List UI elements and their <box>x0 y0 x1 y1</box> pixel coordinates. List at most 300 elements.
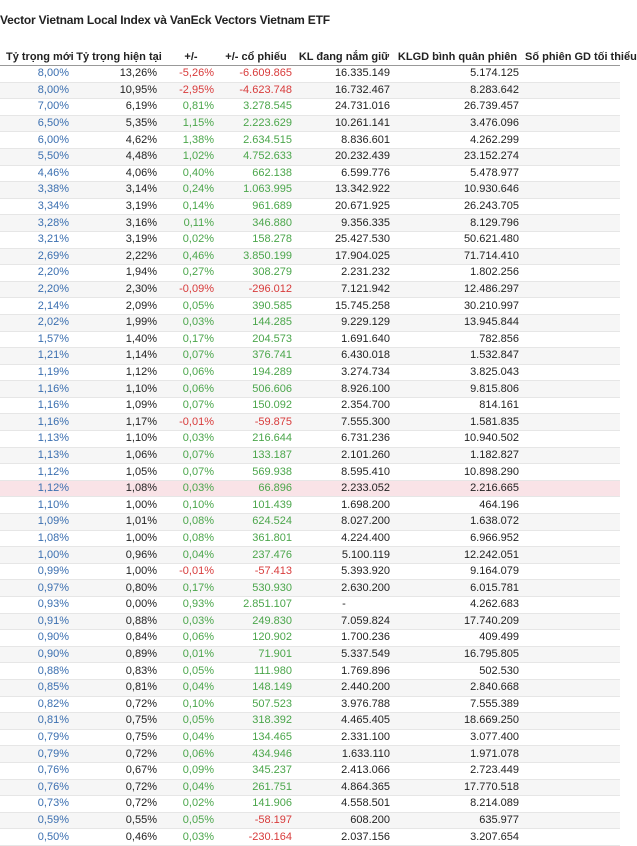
holding-volume-cell: 6.430.018 <box>295 348 393 365</box>
table-row <box>0 364 620 381</box>
weight-change-cell: 0,93% <box>165 597 217 614</box>
new-weight-cell: 8,00% <box>0 82 73 99</box>
holding-volume-cell: 2.037.156 <box>295 829 393 846</box>
avg-volume-cell: 23.152.274 <box>393 148 522 165</box>
weight-change-cell: 0,05% <box>165 663 217 680</box>
current-weight-cell: 4,48% <box>73 148 165 165</box>
col-header-holding-volume: KL đang nắm giữ <box>295 48 393 66</box>
min-sessions-cell <box>522 779 620 796</box>
min-sessions-cell <box>522 563 620 580</box>
new-weight-cell: 3,38% <box>0 182 73 199</box>
weight-change-cell: -5,26% <box>165 66 217 83</box>
min-sessions-cell <box>522 729 620 746</box>
new-weight-cell: 3,21% <box>0 231 73 248</box>
table-row <box>0 530 620 547</box>
avg-volume-cell: 1.638.072 <box>393 514 522 531</box>
share-change-cell: 144.285 <box>217 314 295 331</box>
new-weight-cell: 1,10% <box>0 497 73 514</box>
weight-change-cell: -0,09% <box>165 281 217 298</box>
weight-change-cell: -0,01% <box>165 414 217 431</box>
share-change-cell: 2.223.629 <box>217 115 295 132</box>
new-weight-cell: 0,79% <box>0 729 73 746</box>
table-row <box>0 314 620 331</box>
min-sessions-cell <box>522 480 620 497</box>
current-weight-cell: 4,62% <box>73 132 165 149</box>
share-change-cell: 507.523 <box>217 696 295 713</box>
holding-volume-cell: 6.731.236 <box>295 431 393 448</box>
current-weight-cell: 3,19% <box>73 231 165 248</box>
new-weight-cell: 8,00% <box>0 66 73 83</box>
table-title: Vector Vietnam Local Index và VanEck Vectors Vietnam ETF <box>0 13 330 27</box>
table-row <box>0 281 620 298</box>
avg-volume-cell: 464.196 <box>393 497 522 514</box>
share-change-cell: 506.606 <box>217 381 295 398</box>
holding-volume-cell: 13.342.922 <box>295 182 393 199</box>
new-weight-cell: 7,00% <box>0 99 73 116</box>
weight-change-cell: 0,02% <box>165 796 217 813</box>
share-change-cell: 261.751 <box>217 779 295 796</box>
col-header-avg-volume: KLGD bình quân phiên <box>393 48 522 66</box>
min-sessions-cell <box>522 381 620 398</box>
current-weight-cell: 0,72% <box>73 696 165 713</box>
weight-change-cell: 0,10% <box>165 696 217 713</box>
min-sessions-cell <box>522 447 620 464</box>
current-weight-cell: 1,17% <box>73 414 165 431</box>
min-sessions-cell <box>522 431 620 448</box>
min-sessions-cell <box>522 265 620 282</box>
share-change-cell: 133.187 <box>217 447 295 464</box>
avg-volume-cell: 5.174.125 <box>393 66 522 83</box>
new-weight-cell: 1,19% <box>0 364 73 381</box>
holding-volume-cell: 8.027.200 <box>295 514 393 531</box>
min-sessions-cell <box>522 646 620 663</box>
current-weight-cell: 2,09% <box>73 298 165 315</box>
weight-change-cell: 1,15% <box>165 115 217 132</box>
new-weight-cell: 0,90% <box>0 646 73 663</box>
min-sessions-cell <box>522 99 620 116</box>
weight-change-cell: 0,40% <box>165 165 217 182</box>
avg-volume-cell: 1.182.827 <box>393 447 522 464</box>
share-change-cell: 134.465 <box>217 729 295 746</box>
weight-change-cell: 0,04% <box>165 779 217 796</box>
avg-volume-cell: 4.262.683 <box>393 597 522 614</box>
weight-change-cell: 0,06% <box>165 630 217 647</box>
min-sessions-cell <box>522 397 620 414</box>
min-sessions-cell <box>522 547 620 564</box>
new-weight-cell: 2,14% <box>0 298 73 315</box>
weight-change-cell: 0,03% <box>165 613 217 630</box>
holding-volume-cell: 1.691.640 <box>295 331 393 348</box>
share-change-cell: 141.906 <box>217 796 295 813</box>
avg-volume-cell: 502.530 <box>393 663 522 680</box>
holding-volume-cell: 2.413.066 <box>295 762 393 779</box>
share-change-cell: 345.237 <box>217 762 295 779</box>
holding-volume-cell: 2.354.700 <box>295 397 393 414</box>
current-weight-cell: 1,14% <box>73 348 165 365</box>
new-weight-cell: 1,16% <box>0 397 73 414</box>
min-sessions-cell <box>522 464 620 481</box>
holding-volume-cell: 16.335.149 <box>295 66 393 83</box>
min-sessions-cell <box>522 66 620 83</box>
avg-volume-cell: 3.077.400 <box>393 729 522 746</box>
holding-volume-cell: 20.232.439 <box>295 148 393 165</box>
share-change-cell: 1.063.995 <box>217 182 295 199</box>
current-weight-cell: 1,06% <box>73 447 165 464</box>
table-row <box>0 696 620 713</box>
share-change-cell: 569.938 <box>217 464 295 481</box>
weight-change-cell: 0,06% <box>165 364 217 381</box>
share-change-cell: 390.585 <box>217 298 295 315</box>
weight-change-cell: 0,08% <box>165 530 217 547</box>
min-sessions-cell <box>522 82 620 99</box>
current-weight-cell: 1,09% <box>73 397 165 414</box>
holding-volume-cell: 8.836.601 <box>295 132 393 149</box>
table-row <box>0 231 620 248</box>
avg-volume-cell: 8.214.089 <box>393 796 522 813</box>
table-row <box>0 215 620 232</box>
holding-volume-cell: 2.231.232 <box>295 265 393 282</box>
table-row <box>0 729 620 746</box>
weight-change-cell: 0,01% <box>165 646 217 663</box>
avg-volume-cell: 9.815.806 <box>393 381 522 398</box>
share-change-cell: -6.609.865 <box>217 66 295 83</box>
avg-volume-cell: 26.739.457 <box>393 99 522 116</box>
table-row <box>0 397 620 414</box>
new-weight-cell: 1,57% <box>0 331 73 348</box>
min-sessions-cell <box>522 597 620 614</box>
avg-volume-cell: 7.555.389 <box>393 696 522 713</box>
weight-change-cell: -0,01% <box>165 563 217 580</box>
current-weight-cell: 0,96% <box>73 547 165 564</box>
current-weight-cell: 1,01% <box>73 514 165 531</box>
holding-volume-cell: 20.671.925 <box>295 198 393 215</box>
weight-change-cell: 0,05% <box>165 812 217 829</box>
holding-volume-cell: - <box>295 597 393 614</box>
current-weight-cell: 1,99% <box>73 314 165 331</box>
share-change-cell: 662.138 <box>217 165 295 182</box>
weight-change-cell: 0,03% <box>165 480 217 497</box>
current-weight-cell: 0,84% <box>73 630 165 647</box>
weight-change-cell: 1,38% <box>165 132 217 149</box>
table-row <box>0 762 620 779</box>
avg-volume-cell: 4.262.299 <box>393 132 522 149</box>
current-weight-cell: 6,19% <box>73 99 165 116</box>
share-change-cell: 4.752.633 <box>217 148 295 165</box>
etf-weights-table <box>0 48 637 846</box>
current-weight-cell: 1,10% <box>73 381 165 398</box>
new-weight-cell: 0,76% <box>0 762 73 779</box>
min-sessions-cell <box>522 829 620 846</box>
min-sessions-cell <box>522 679 620 696</box>
weight-change-cell: 1,02% <box>165 148 217 165</box>
col-header-min-sessions: Số phiên GD tối thiểu <box>522 48 620 66</box>
min-sessions-cell <box>522 514 620 531</box>
current-weight-cell: 0,81% <box>73 679 165 696</box>
weight-change-cell: 0,07% <box>165 447 217 464</box>
share-change-cell: 434.946 <box>217 746 295 763</box>
avg-volume-cell: 814.161 <box>393 397 522 414</box>
current-weight-cell: 0,88% <box>73 613 165 630</box>
new-weight-cell: 6,00% <box>0 132 73 149</box>
weight-change-cell: 0,03% <box>165 431 217 448</box>
current-weight-cell: 1,40% <box>73 331 165 348</box>
share-change-cell: 961.689 <box>217 198 295 215</box>
avg-volume-cell: 1.532.847 <box>393 348 522 365</box>
min-sessions-cell <box>522 248 620 265</box>
table-row <box>0 182 620 199</box>
avg-volume-cell: 1.581.835 <box>393 414 522 431</box>
new-weight-cell: 1,21% <box>0 348 73 365</box>
share-change-cell: 237.476 <box>217 547 295 564</box>
avg-volume-cell: 10.898.290 <box>393 464 522 481</box>
avg-volume-cell: 17.770.518 <box>393 779 522 796</box>
weight-change-cell: 0,02% <box>165 231 217 248</box>
current-weight-cell: 1,00% <box>73 497 165 514</box>
current-weight-cell: 1,10% <box>73 431 165 448</box>
share-change-cell: 308.279 <box>217 265 295 282</box>
holding-volume-cell: 7.555.300 <box>295 414 393 431</box>
holding-volume-cell: 7.059.824 <box>295 613 393 630</box>
avg-volume-cell: 3.207.654 <box>393 829 522 846</box>
new-weight-cell: 0,97% <box>0 580 73 597</box>
table-row <box>0 829 620 846</box>
weight-change-cell: 0,09% <box>165 762 217 779</box>
table-row <box>0 746 620 763</box>
min-sessions-cell <box>522 796 620 813</box>
col-header-new-weight: Tỷ trọng mới <box>0 48 73 66</box>
table-row <box>0 115 620 132</box>
share-change-cell: 66.896 <box>217 480 295 497</box>
min-sessions-cell <box>522 348 620 365</box>
weight-change-cell: 0,03% <box>165 314 217 331</box>
new-weight-cell: 3,34% <box>0 198 73 215</box>
min-sessions-cell <box>522 281 620 298</box>
min-sessions-cell <box>522 231 620 248</box>
weight-change-cell: 0,04% <box>165 729 217 746</box>
holding-volume-cell: 4.558.501 <box>295 796 393 813</box>
share-change-cell: -57.413 <box>217 563 295 580</box>
current-weight-cell: 1,12% <box>73 364 165 381</box>
table-row <box>0 298 620 315</box>
min-sessions-cell <box>522 812 620 829</box>
new-weight-cell: 2,20% <box>0 281 73 298</box>
share-change-cell: 530.930 <box>217 580 295 597</box>
current-weight-cell: 0,75% <box>73 713 165 730</box>
new-weight-cell: 0,85% <box>0 679 73 696</box>
weight-change-cell: 0,11% <box>165 215 217 232</box>
holding-volume-cell: 2.331.100 <box>295 729 393 746</box>
min-sessions-cell <box>522 663 620 680</box>
min-sessions-cell <box>522 364 620 381</box>
holding-volume-cell: 8.595.410 <box>295 464 393 481</box>
current-weight-cell: 0,75% <box>73 729 165 746</box>
new-weight-cell: 0,93% <box>0 597 73 614</box>
new-weight-cell: 0,90% <box>0 630 73 647</box>
avg-volume-cell: 782.856 <box>393 331 522 348</box>
share-change-cell: 101.439 <box>217 497 295 514</box>
share-change-cell: 2.851.107 <box>217 597 295 614</box>
holding-volume-cell: 4.465.405 <box>295 713 393 730</box>
share-change-cell: 150.092 <box>217 397 295 414</box>
avg-volume-cell: 30.210.997 <box>393 298 522 315</box>
share-change-cell: 346.880 <box>217 215 295 232</box>
share-change-cell: 2.634.515 <box>217 132 295 149</box>
share-change-cell: 3.278.545 <box>217 99 295 116</box>
current-weight-cell: 1,08% <box>73 480 165 497</box>
min-sessions-cell <box>522 165 620 182</box>
new-weight-cell: 1,16% <box>0 414 73 431</box>
share-change-cell: 111.980 <box>217 663 295 680</box>
current-weight-cell: 1,94% <box>73 265 165 282</box>
holding-volume-cell: 2.440.200 <box>295 679 393 696</box>
avg-volume-cell: 18.669.250 <box>393 713 522 730</box>
min-sessions-cell <box>522 331 620 348</box>
holding-volume-cell: 3.976.788 <box>295 696 393 713</box>
holding-volume-cell: 1.698.200 <box>295 497 393 514</box>
share-change-cell: 120.902 <box>217 630 295 647</box>
col-header-weight-change: +/- <box>165 48 217 66</box>
holding-volume-cell: 10.261.141 <box>295 115 393 132</box>
avg-volume-cell: 8.129.796 <box>393 215 522 232</box>
holding-volume-cell: 7.121.942 <box>295 281 393 298</box>
holding-volume-cell: 2.101.260 <box>295 447 393 464</box>
current-weight-cell: 4,06% <box>73 165 165 182</box>
table-row <box>0 663 620 680</box>
current-weight-cell: 1,05% <box>73 464 165 481</box>
table-row <box>0 99 620 116</box>
col-header-share-change: +/- cổ phiếu <box>217 48 295 66</box>
new-weight-cell: 0,79% <box>0 746 73 763</box>
table-row <box>0 414 620 431</box>
new-weight-cell: 4,46% <box>0 165 73 182</box>
avg-volume-cell: 2.723.449 <box>393 762 522 779</box>
new-weight-cell: 5,50% <box>0 148 73 165</box>
min-sessions-cell <box>522 613 620 630</box>
weight-change-cell: 0,27% <box>165 265 217 282</box>
table-row <box>0 464 620 481</box>
weight-change-cell: 0,81% <box>165 99 217 116</box>
table-row <box>0 713 620 730</box>
avg-volume-cell: 5.478.977 <box>393 165 522 182</box>
avg-volume-cell: 409.499 <box>393 630 522 647</box>
table-row <box>0 480 620 497</box>
share-change-cell: 624.524 <box>217 514 295 531</box>
new-weight-cell: 3,28% <box>0 215 73 232</box>
min-sessions-cell <box>522 414 620 431</box>
new-weight-cell: 0,82% <box>0 696 73 713</box>
weight-change-cell: -2,95% <box>165 82 217 99</box>
new-weight-cell: 1,08% <box>0 530 73 547</box>
new-weight-cell: 1,13% <box>0 447 73 464</box>
holding-volume-cell: 8.926.100 <box>295 381 393 398</box>
weight-change-cell: 0,08% <box>165 514 217 531</box>
new-weight-cell: 0,91% <box>0 613 73 630</box>
share-change-cell: -296.012 <box>217 281 295 298</box>
min-sessions-cell <box>522 746 620 763</box>
share-change-cell: -4.623.748 <box>217 82 295 99</box>
table-row <box>0 779 620 796</box>
min-sessions-cell <box>522 182 620 199</box>
holding-volume-cell: 1.633.110 <box>295 746 393 763</box>
min-sessions-cell <box>522 497 620 514</box>
table-row <box>0 613 620 630</box>
holding-volume-cell: 1.700.236 <box>295 630 393 647</box>
holding-volume-cell: 5.393.920 <box>295 563 393 580</box>
new-weight-cell: 0,73% <box>0 796 73 813</box>
table-row <box>0 381 620 398</box>
avg-volume-cell: 6.966.952 <box>393 530 522 547</box>
table-row <box>0 248 620 265</box>
current-weight-cell: 0,72% <box>73 796 165 813</box>
avg-volume-cell: 1.802.256 <box>393 265 522 282</box>
avg-volume-cell: 12.242.051 <box>393 547 522 564</box>
current-weight-cell: 0,72% <box>73 779 165 796</box>
weight-change-cell: 0,14% <box>165 198 217 215</box>
weight-change-cell: 0,06% <box>165 381 217 398</box>
table-row <box>0 148 620 165</box>
share-change-cell: -58.197 <box>217 812 295 829</box>
holding-volume-cell: 4.864.365 <box>295 779 393 796</box>
min-sessions-cell <box>522 762 620 779</box>
table-row <box>0 630 620 647</box>
new-weight-cell: 0,81% <box>0 713 73 730</box>
table-row <box>0 547 620 564</box>
avg-volume-cell: 9.164.079 <box>393 563 522 580</box>
table-row <box>0 198 620 215</box>
col-header-current-weight: Tỷ trọng hiện tại <box>73 48 165 66</box>
table-row <box>0 132 620 149</box>
min-sessions-cell <box>522 530 620 547</box>
current-weight-cell: 0,00% <box>73 597 165 614</box>
holding-volume-cell: 16.732.467 <box>295 82 393 99</box>
new-weight-cell: 2,20% <box>0 265 73 282</box>
weight-change-cell: 0,06% <box>165 746 217 763</box>
avg-volume-cell: 1.971.078 <box>393 746 522 763</box>
new-weight-cell: 1,12% <box>0 464 73 481</box>
holding-volume-cell: 2.233.052 <box>295 480 393 497</box>
new-weight-cell: 2,69% <box>0 248 73 265</box>
avg-volume-cell: 6.015.781 <box>393 580 522 597</box>
weight-change-cell: 0,17% <box>165 580 217 597</box>
weight-change-cell: 0,17% <box>165 331 217 348</box>
current-weight-cell: 2,22% <box>73 248 165 265</box>
share-change-cell: 3.850.199 <box>217 248 295 265</box>
current-weight-cell: 0,55% <box>73 812 165 829</box>
current-weight-cell: 1,00% <box>73 563 165 580</box>
min-sessions-cell <box>522 132 620 149</box>
table-row <box>0 348 620 365</box>
table-row <box>0 66 620 83</box>
min-sessions-cell <box>522 298 620 315</box>
holding-volume-cell: 1.769.896 <box>295 663 393 680</box>
avg-volume-cell: 71.714.410 <box>393 248 522 265</box>
min-sessions-cell <box>522 630 620 647</box>
holding-volume-cell: 9.356.335 <box>295 215 393 232</box>
table-row <box>0 82 620 99</box>
min-sessions-cell <box>522 215 620 232</box>
min-sessions-cell <box>522 696 620 713</box>
header-row <box>0 48 620 66</box>
holding-volume-cell: 15.745.258 <box>295 298 393 315</box>
weight-change-cell: 0,46% <box>165 248 217 265</box>
current-weight-cell: 0,89% <box>73 646 165 663</box>
current-weight-cell: 1,00% <box>73 530 165 547</box>
weight-change-cell: 0,10% <box>165 497 217 514</box>
weight-change-cell: 0,05% <box>165 713 217 730</box>
share-change-cell: 71.901 <box>217 646 295 663</box>
holding-volume-cell: 5.337.549 <box>295 646 393 663</box>
weight-change-cell: 0,03% <box>165 829 217 846</box>
